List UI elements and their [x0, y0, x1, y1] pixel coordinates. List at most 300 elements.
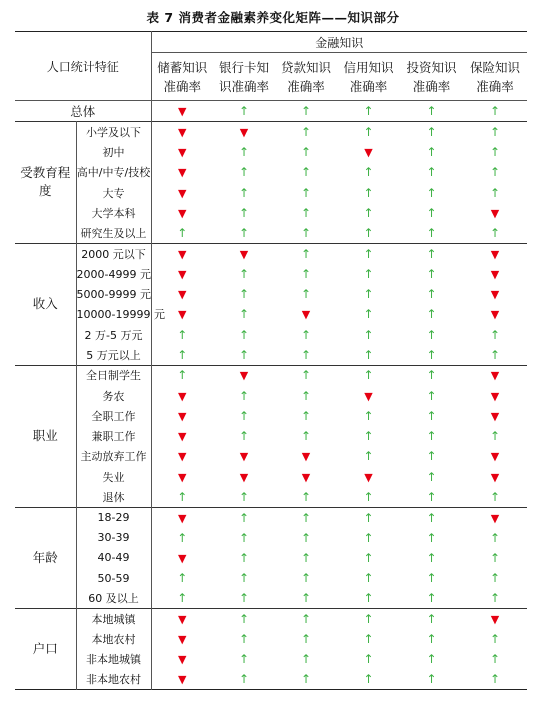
increase-arrow-icon: ↑ — [363, 185, 374, 200]
row-label: 2 万-5 万元 — [76, 324, 151, 344]
matrix-cell — [275, 203, 337, 223]
group-label-line1: 年龄 — [32, 549, 58, 565]
table-row — [15, 182, 527, 202]
matrix-cell — [463, 264, 527, 284]
increase-arrow-icon: ↑ — [426, 185, 437, 200]
matrix-cell — [400, 507, 463, 527]
increase-arrow-icon: ↑ — [363, 266, 374, 281]
column-header-line2: 准确率 — [412, 78, 451, 94]
row-label: 10000-19999 元 — [76, 304, 151, 324]
decrease-triangle-icon: ▼ — [239, 470, 249, 484]
increase-arrow-icon: ↑ — [238, 347, 250, 362]
matrix-cell — [275, 527, 337, 547]
increase-arrow-icon: ↑ — [238, 165, 250, 180]
increase-arrow-icon: ↑ — [490, 632, 501, 647]
increase-arrow-icon: ↑ — [426, 449, 437, 464]
matrix-cell — [213, 162, 275, 182]
matrix-cell — [275, 467, 337, 487]
matrix-cell — [213, 609, 275, 629]
decrease-triangle-icon: ▼ — [239, 247, 249, 261]
column-header-1 — [151, 53, 213, 101]
increase-arrow-icon: ↑ — [177, 530, 188, 545]
matrix-cell — [213, 284, 275, 304]
decrease-triangle-icon: ▼ — [178, 206, 187, 220]
increase-arrow-icon: ↑ — [426, 368, 437, 383]
matrix-cell — [337, 162, 400, 182]
matrix-cell — [463, 385, 527, 405]
increase-arrow-icon: ↑ — [490, 144, 501, 159]
matrix-cell — [213, 264, 275, 284]
matrix-cell — [337, 324, 400, 344]
increase-arrow-icon: ↑ — [363, 165, 374, 180]
group-label — [15, 507, 76, 608]
decrease-triangle-icon: ▼ — [178, 551, 187, 565]
matrix-cell — [151, 324, 213, 344]
row-label: 本地农村 — [76, 629, 151, 649]
increase-arrow-icon: ↑ — [426, 144, 437, 159]
increase-arrow-icon: ↑ — [300, 510, 312, 525]
table-row — [15, 385, 527, 405]
row-label: 大专 — [76, 182, 151, 202]
group-label — [15, 609, 76, 690]
column-header-line2: 准确率 — [287, 78, 325, 94]
table-row — [15, 527, 527, 547]
decrease-triangle-icon: ▼ — [490, 288, 500, 302]
decrease-triangle-icon: ▼ — [178, 673, 187, 687]
matrix-cell — [151, 649, 213, 669]
increase-arrow-icon: ↑ — [238, 489, 250, 504]
matrix-cell — [151, 264, 213, 284]
column-header-line1: 信用知识 — [343, 59, 394, 75]
matrix-cell — [463, 527, 527, 547]
matrix-cell — [337, 284, 400, 304]
increase-arrow-icon: ↑ — [300, 287, 312, 302]
matrix-cell — [213, 203, 275, 223]
matrix-cell — [337, 345, 400, 365]
increase-arrow-icon: ↑ — [426, 489, 437, 504]
increase-arrow-icon: ↑ — [426, 550, 437, 565]
increase-arrow-icon: ↑ — [426, 429, 437, 444]
matrix-cell — [151, 548, 213, 568]
decrease-triangle-icon: ▼ — [301, 450, 311, 464]
matrix-cell — [275, 223, 337, 243]
increase-arrow-icon: ↑ — [300, 225, 312, 240]
matrix-cell — [400, 345, 463, 365]
matrix-cell — [463, 142, 527, 162]
decrease-triangle-icon: ▼ — [490, 613, 500, 627]
matrix-cell — [400, 304, 463, 324]
matrix-cell — [213, 527, 275, 547]
increase-arrow-icon: ↑ — [238, 225, 250, 240]
increase-arrow-icon: ↑ — [177, 327, 188, 342]
increase-arrow-icon: ↑ — [426, 510, 437, 525]
matrix-cell — [337, 182, 400, 202]
matrix-cell — [213, 446, 275, 466]
matrix-cell — [275, 487, 337, 507]
matrix-cell — [337, 426, 400, 446]
matrix-cell — [213, 467, 275, 487]
increase-arrow-icon: ↑ — [363, 205, 374, 220]
increase-arrow-icon: ↑ — [238, 388, 250, 403]
matrix-cell — [213, 670, 275, 690]
matrix-cell — [400, 142, 463, 162]
increase-arrow-icon: ↑ — [300, 368, 312, 383]
increase-arrow-icon: ↑ — [300, 550, 312, 565]
matrix-cell — [463, 345, 527, 365]
increase-arrow-icon: ↑ — [300, 429, 312, 444]
matrix-cell — [213, 548, 275, 568]
increase-arrow-icon: ↑ — [363, 591, 374, 606]
row-label: 40-49 — [76, 548, 151, 568]
matrix-cell — [400, 527, 463, 547]
table-row — [15, 223, 527, 243]
increase-arrow-icon: ↑ — [363, 408, 374, 423]
decrease-triangle-icon: ▼ — [239, 450, 249, 464]
matrix-cell — [213, 365, 275, 385]
row-label: 主动放弃工作 — [76, 446, 151, 466]
matrix-cell — [213, 507, 275, 527]
matrix-cell — [213, 101, 275, 122]
decrease-triangle-icon: ▼ — [178, 633, 187, 647]
group-label — [15, 243, 76, 365]
increase-arrow-icon: ↑ — [300, 612, 312, 627]
matrix-cell — [463, 223, 527, 243]
decrease-triangle-icon: ▼ — [178, 511, 187, 525]
matrix-cell — [151, 122, 213, 142]
increase-arrow-icon: ↑ — [426, 632, 437, 647]
matrix-cell — [337, 467, 400, 487]
increase-arrow-icon: ↑ — [426, 612, 437, 627]
increase-arrow-icon: ↑ — [426, 124, 437, 139]
decrease-triangle-icon: ▼ — [239, 369, 249, 383]
matrix-cell — [275, 284, 337, 304]
increase-arrow-icon: ↑ — [238, 104, 250, 118]
increase-arrow-icon: ↑ — [300, 165, 312, 180]
matrix-cell — [151, 243, 213, 263]
matrix-cell — [151, 345, 213, 365]
column-header-line2: 准确率 — [163, 78, 202, 94]
matrix-cell — [400, 385, 463, 405]
matrix-cell — [337, 527, 400, 547]
matrix-cell — [337, 507, 400, 527]
increase-arrow-icon: ↑ — [426, 672, 437, 687]
matrix-body — [15, 101, 527, 690]
row-label: 研究生及以上 — [76, 223, 151, 243]
matrix-cell — [213, 122, 275, 142]
increase-arrow-icon: ↑ — [300, 672, 312, 687]
matrix-cell — [337, 365, 400, 385]
literacy-matrix-table — [15, 31, 527, 690]
matrix-cell — [151, 467, 213, 487]
matrix-cell — [151, 426, 213, 446]
row-label: 2000-4999 元 — [76, 264, 151, 284]
matrix-cell — [275, 670, 337, 690]
matrix-cell — [337, 487, 400, 507]
matrix-cell — [275, 142, 337, 162]
matrix-cell — [151, 609, 213, 629]
column-header-line2: 准确率 — [349, 78, 388, 94]
increase-arrow-icon: ↑ — [426, 591, 437, 606]
group-label-line1: 收入 — [32, 296, 58, 312]
increase-arrow-icon: ↑ — [363, 327, 374, 342]
row-label: 30-39 — [76, 527, 151, 547]
increase-arrow-icon: ↑ — [363, 104, 374, 118]
increase-arrow-icon: ↑ — [300, 489, 312, 504]
decrease-triangle-icon: ▼ — [490, 206, 500, 220]
row-label: 5 万元以上 — [76, 345, 151, 365]
matrix-cell — [400, 365, 463, 385]
matrix-cell — [337, 568, 400, 588]
column-header-line1: 投资知识 — [406, 59, 457, 75]
matrix-cell — [463, 122, 527, 142]
increase-arrow-icon: ↑ — [300, 530, 312, 545]
increase-arrow-icon: ↑ — [177, 591, 188, 606]
matrix-cell — [400, 406, 463, 426]
increase-arrow-icon: ↑ — [363, 347, 374, 362]
decrease-triangle-icon: ▼ — [490, 267, 500, 281]
matrix-cell — [400, 203, 463, 223]
matrix-cell — [463, 406, 527, 426]
row-label: 本地城镇 — [76, 609, 151, 629]
table-row — [15, 345, 527, 365]
decrease-triangle-icon: ▼ — [178, 105, 187, 118]
matrix-cell — [151, 284, 213, 304]
increase-arrow-icon: ↑ — [426, 205, 437, 220]
matrix-cell — [151, 385, 213, 405]
matrix-cell — [463, 182, 527, 202]
increase-arrow-icon: ↑ — [238, 510, 250, 525]
decrease-triangle-icon: ▼ — [178, 430, 187, 444]
increase-arrow-icon: ↑ — [238, 327, 250, 342]
matrix-cell — [337, 385, 400, 405]
increase-arrow-icon: ↑ — [490, 347, 501, 362]
decrease-triangle-icon: ▼ — [490, 369, 500, 383]
decrease-triangle-icon: ▼ — [301, 308, 311, 322]
increase-arrow-icon: ↑ — [238, 307, 250, 322]
matrix-cell — [151, 365, 213, 385]
matrix-cell — [463, 649, 527, 669]
row-label: 非本地农村 — [76, 670, 151, 690]
column-header-line1: 保险知识 — [470, 59, 521, 75]
matrix-cell — [337, 264, 400, 284]
matrix-cell — [337, 142, 400, 162]
matrix-cell — [400, 243, 463, 263]
increase-arrow-icon: ↑ — [177, 347, 188, 362]
column-header-line2: 准确率 — [476, 78, 514, 94]
matrix-cell — [400, 609, 463, 629]
increase-arrow-icon: ↑ — [490, 652, 501, 667]
matrix-cell — [463, 324, 527, 344]
matrix-cell — [213, 182, 275, 202]
table-row — [15, 467, 527, 487]
table-row — [15, 324, 527, 344]
decrease-triangle-icon: ▼ — [239, 125, 249, 139]
matrix-cell — [151, 142, 213, 162]
matrix-cell — [337, 304, 400, 324]
matrix-cell — [463, 446, 527, 466]
matrix-cell — [275, 385, 337, 405]
row-label: 60 及以上 — [76, 588, 151, 608]
matrix-cell — [213, 629, 275, 649]
matrix-cell — [213, 304, 275, 324]
increase-arrow-icon: ↑ — [490, 591, 501, 606]
decrease-triangle-icon: ▼ — [178, 470, 187, 484]
increase-arrow-icon: ↑ — [363, 612, 374, 627]
increase-arrow-icon: ↑ — [490, 327, 501, 342]
row-label: 非本地城镇 — [76, 649, 151, 669]
increase-arrow-icon: ↑ — [426, 652, 437, 667]
matrix-cell — [275, 406, 337, 426]
table-row — [15, 507, 527, 527]
matrix-cell — [337, 588, 400, 608]
group-label-line1: 受教育程 — [20, 165, 71, 181]
matrix-cell — [213, 223, 275, 243]
row-label: 小学及以下 — [76, 122, 151, 142]
increase-arrow-icon: ↑ — [363, 672, 374, 687]
column-header-line2: 识准确率 — [219, 78, 270, 94]
matrix-cell — [463, 365, 527, 385]
matrix-cell — [151, 670, 213, 690]
matrix-cell — [463, 162, 527, 182]
matrix-cell — [275, 548, 337, 568]
increase-arrow-icon: ↑ — [490, 530, 501, 545]
decrease-triangle-icon: ▼ — [490, 511, 500, 525]
matrix-cell — [337, 446, 400, 466]
table-row — [15, 243, 527, 263]
increase-arrow-icon: ↑ — [490, 104, 501, 118]
decrease-triangle-icon: ▼ — [178, 409, 187, 423]
matrix-cell — [213, 406, 275, 426]
table-row — [15, 446, 527, 466]
increase-arrow-icon: ↑ — [490, 571, 501, 586]
matrix-cell — [400, 446, 463, 466]
row-label: 50-59 — [76, 568, 151, 588]
matrix-cell — [400, 284, 463, 304]
matrix-cell — [275, 264, 337, 284]
column-header-line1: 储蓄知识 — [157, 59, 208, 75]
decrease-triangle-icon: ▼ — [178, 288, 187, 302]
matrix-cell — [275, 182, 337, 202]
matrix-cell — [275, 426, 337, 446]
matrix-cell — [275, 162, 337, 182]
table-row — [15, 365, 527, 385]
total-row-label: 总体 — [15, 101, 151, 122]
matrix-cell — [275, 629, 337, 649]
matrix-cell — [400, 162, 463, 182]
table-row — [15, 426, 527, 446]
matrix-cell — [151, 182, 213, 202]
matrix-cell — [337, 649, 400, 669]
row-label: 5000-9999 元 — [76, 284, 151, 304]
matrix-cell — [463, 670, 527, 690]
matrix-cell — [463, 304, 527, 324]
table-row — [15, 162, 527, 182]
matrix-cell — [213, 487, 275, 507]
table-row — [15, 264, 527, 284]
matrix-cell — [463, 629, 527, 649]
table-row — [15, 568, 527, 588]
matrix-cell — [151, 507, 213, 527]
increase-arrow-icon: ↑ — [300, 185, 312, 200]
matrix-cell — [151, 223, 213, 243]
matrix-cell — [213, 243, 275, 263]
increase-arrow-icon: ↑ — [238, 672, 250, 687]
matrix-cell — [151, 406, 213, 426]
matrix-cell — [275, 609, 337, 629]
decrease-triangle-icon: ▼ — [178, 308, 187, 322]
decrease-triangle-icon: ▼ — [364, 470, 373, 484]
increase-arrow-icon: ↑ — [426, 327, 437, 342]
matrix-cell — [337, 629, 400, 649]
increase-arrow-icon: ↑ — [426, 246, 437, 261]
demographic-header: 人口统计特征 — [15, 32, 151, 101]
increase-arrow-icon: ↑ — [363, 489, 374, 504]
matrix-cell — [400, 548, 463, 568]
increase-arrow-icon: ↑ — [238, 205, 250, 220]
matrix-cell — [400, 426, 463, 446]
increase-arrow-icon: ↑ — [238, 185, 250, 200]
matrix-cell — [337, 122, 400, 142]
matrix-cell — [400, 101, 463, 122]
matrix-cell — [151, 588, 213, 608]
increase-arrow-icon: ↑ — [363, 287, 374, 302]
table-row — [15, 122, 527, 142]
increase-arrow-icon: ↑ — [363, 510, 374, 525]
matrix-cell — [151, 568, 213, 588]
matrix-cell — [400, 649, 463, 669]
increase-arrow-icon: ↑ — [426, 287, 437, 302]
matrix-cell — [151, 629, 213, 649]
group-label-line1: 职业 — [32, 428, 58, 444]
increase-arrow-icon: ↑ — [238, 429, 250, 444]
row-label: 初中 — [76, 142, 151, 162]
increase-arrow-icon: ↑ — [426, 530, 437, 545]
matrix-cell — [463, 426, 527, 446]
matrix-cell — [275, 588, 337, 608]
increase-arrow-icon: ↑ — [363, 571, 374, 586]
table-row — [15, 304, 527, 324]
matrix-cell — [400, 264, 463, 284]
matrix-cell — [463, 487, 527, 507]
matrix-cell — [400, 467, 463, 487]
increase-arrow-icon: ↑ — [300, 144, 312, 159]
increase-arrow-icon: ↑ — [300, 327, 312, 342]
matrix-cell — [400, 629, 463, 649]
matrix-cell — [151, 446, 213, 466]
increase-arrow-icon: ↑ — [426, 388, 437, 403]
increase-arrow-icon: ↑ — [363, 225, 374, 240]
increase-arrow-icon: ↑ — [238, 632, 250, 647]
column-header-6 — [463, 53, 527, 101]
row-label: 高中/中专/技校 — [76, 162, 151, 182]
matrix-cell — [337, 670, 400, 690]
increase-arrow-icon: ↑ — [426, 104, 437, 118]
matrix-cell — [213, 345, 275, 365]
decrease-triangle-icon: ▼ — [178, 613, 187, 627]
table-row — [15, 609, 527, 629]
increase-arrow-icon: ↑ — [238, 612, 250, 627]
increase-arrow-icon: ↑ — [238, 530, 250, 545]
matrix-cell — [400, 223, 463, 243]
increase-arrow-icon: ↑ — [426, 165, 437, 180]
increase-arrow-icon: ↑ — [490, 124, 501, 139]
table-row — [15, 548, 527, 568]
table-row — [15, 629, 527, 649]
table-row — [15, 649, 527, 669]
matrix-cell — [400, 588, 463, 608]
increase-arrow-icon: ↑ — [363, 246, 374, 261]
table-row — [15, 142, 527, 162]
